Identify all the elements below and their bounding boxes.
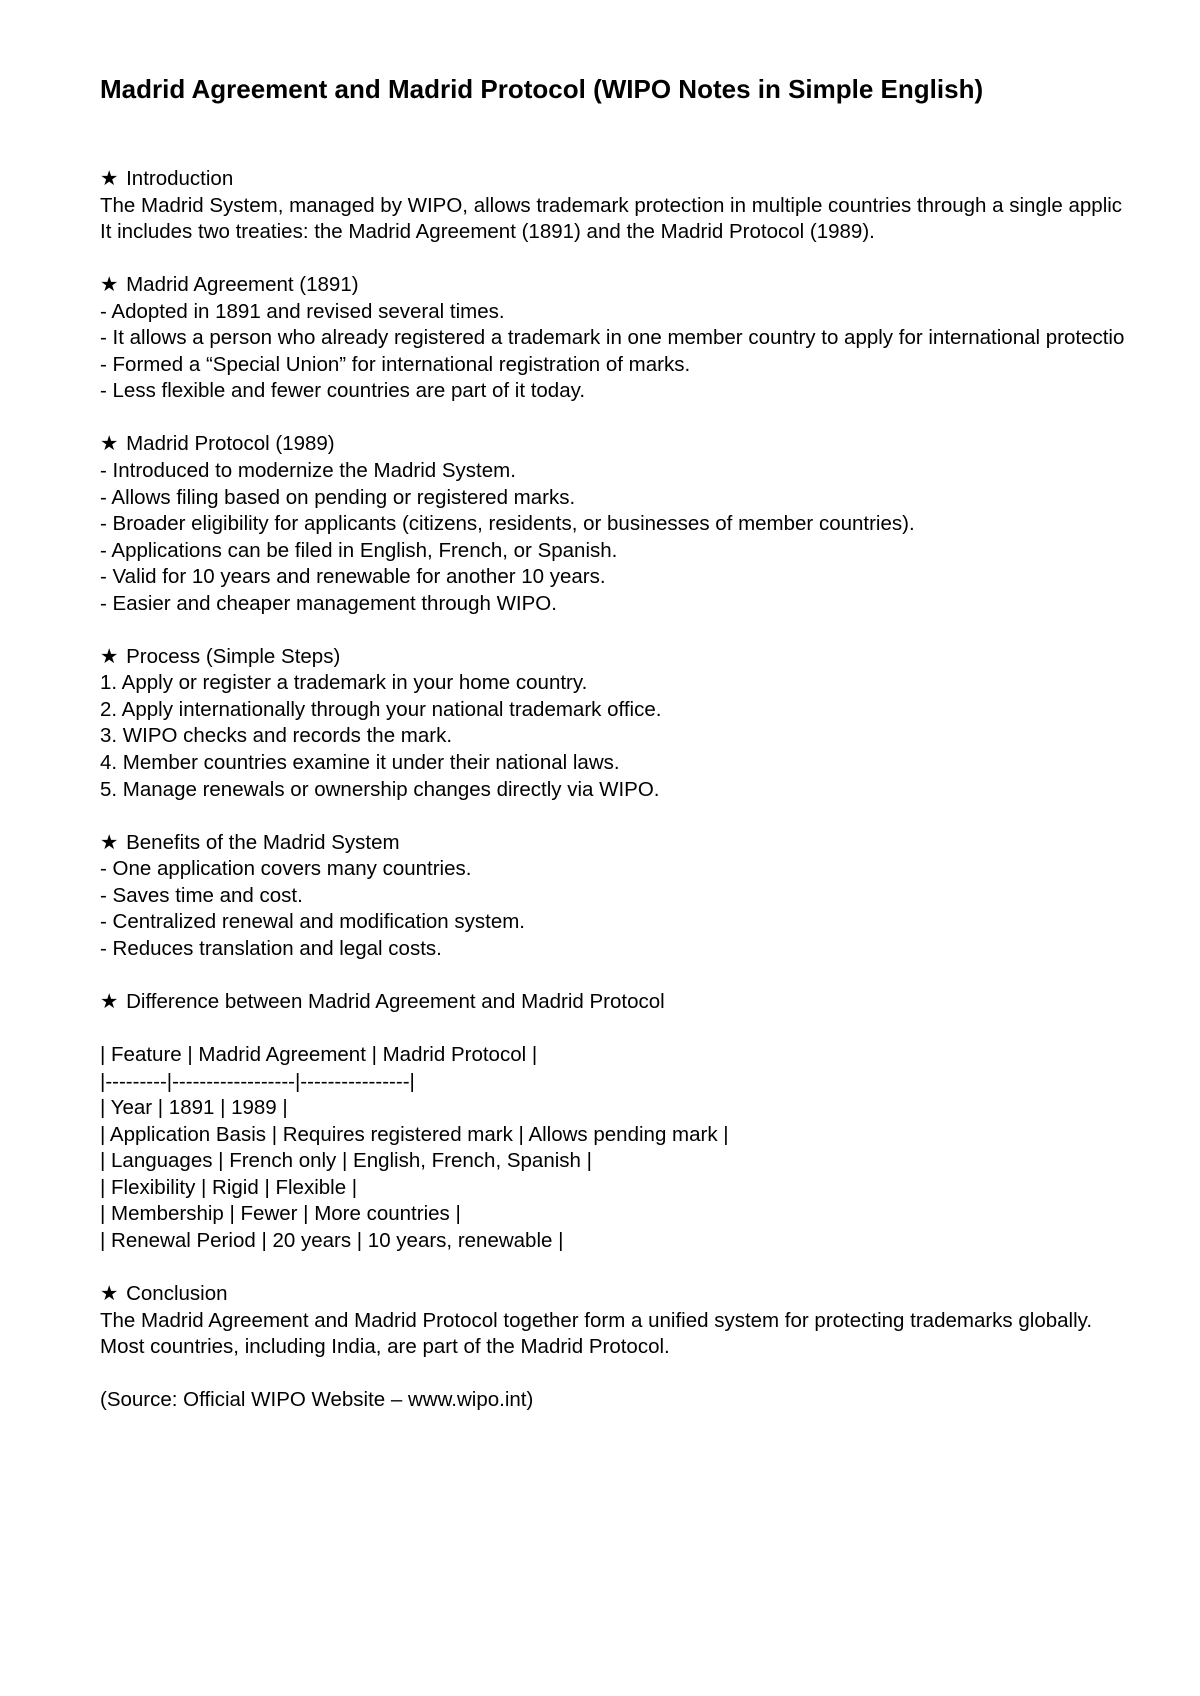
bullet-item: - One application covers many countries. — [100, 857, 472, 881]
bullet-item: - Introduced to modernize the Madrid System. — [100, 459, 516, 483]
section-heading-agreement: ★ Madrid Agreement (1891) — [100, 272, 1200, 299]
table-row: | Flexibility | Rigid | Flexible | — [100, 1175, 358, 1199]
section-heading-protocol: ★ Madrid Protocol (1989) — [100, 431, 1200, 458]
section-heading-process: ★ Process (Simple Steps) — [100, 644, 1200, 671]
numbered-step: 3. WIPO checks and records the mark. — [100, 724, 453, 748]
bullet-item: - Broader eligibility for applicants (citizens, residents, or businesses of member countries). — [100, 512, 915, 536]
star-icon: ★ — [100, 1281, 119, 1305]
bullet-item: - Adopted in 1891 and revised several times. — [100, 299, 505, 323]
bullet-item: - Allows filing based on pending or registered marks. — [100, 485, 576, 509]
blank-line — [100, 246, 1200, 273]
bullet-item: - Saves time and cost. — [100, 883, 303, 907]
blank-line — [100, 617, 1200, 644]
table-row: | Application Basis | Requires registered mark | Allows pending mark | — [100, 1122, 729, 1146]
star-icon: ★ — [100, 830, 119, 854]
page-title: Madrid Agreement and Madrid Protocol (WIPO Notes in Simple English) — [100, 74, 984, 104]
table-row: | Year | 1891 | 1989 | — [100, 1096, 288, 1120]
section-heading-benefits: ★ Benefits of the Madrid System — [100, 830, 1200, 857]
paragraph-line: The Madrid System, managed by WIPO, allows trademark protection in multiple countries through a single applic — [100, 193, 1123, 217]
star-icon: ★ — [100, 644, 119, 668]
table-row: | Membership | Fewer | More countries | — [100, 1202, 461, 1226]
blank-line — [100, 1254, 1200, 1281]
star-icon: ★ — [100, 432, 119, 456]
bullet-item: - Less flexible and fewer countries are part of it today. — [100, 379, 586, 403]
blank-line — [100, 962, 1200, 989]
blank-line — [100, 803, 1200, 830]
star-icon: ★ — [100, 167, 119, 190]
paragraph-line: The Madrid Agreement and Madrid Protocol together form a unified system for protecting trademarks globally. — [100, 1308, 1093, 1332]
blank-line — [100, 1016, 1200, 1043]
numbered-step: 2. Apply internationally through your national trademark office. — [100, 697, 662, 721]
bullet-item: - Centralized renewal and modification system. — [100, 910, 525, 934]
star-icon: ★ — [100, 989, 119, 1013]
blank-line — [100, 1361, 1200, 1388]
table-separator-row: |---------|------------------|----------------| — [100, 1069, 415, 1093]
bullet-item: - Formed a “Special Union” for international registration of marks. — [100, 352, 691, 376]
numbered-step: 1. Apply or register a trademark in your home country. — [100, 671, 588, 695]
section-heading-introduction: ★ Introduction — [100, 166, 1200, 193]
blank-line — [100, 405, 1200, 432]
table-row: | Languages | French only | English, French, Spanish | — [100, 1149, 592, 1173]
paragraph-line: It includes two treaties: the Madrid Agreement (1891) and the Madrid Protocol (1989). — [100, 220, 875, 244]
bullet-item: - Reduces translation and legal costs. — [100, 936, 442, 960]
section-heading-difference: ★ Difference between Madrid Agreement and Madrid Protocol — [100, 989, 1200, 1016]
bullet-item: - Valid for 10 years and renewable for another 10 years. — [100, 565, 606, 589]
table-row: | Renewal Period | 20 years | 10 years, renewable | — [100, 1228, 564, 1252]
document-body — [100, 166, 1200, 1414]
table-header-row: | Feature | Madrid Agreement | Madrid Protocol | — [100, 1043, 538, 1067]
bullet-item: - It allows a person who already registered a trademark in one member country to apply for international protectio — [100, 326, 1125, 350]
star-icon: ★ — [100, 273, 119, 297]
paragraph-line: Most countries, including India, are part of the Madrid Protocol. — [100, 1335, 670, 1359]
numbered-step: 5. Manage renewals or ownership changes directly via WIPO. — [100, 777, 660, 801]
bullet-item: - Applications can be filed in English, French, or Spanish. — [100, 538, 618, 562]
section-heading-conclusion: ★ Conclusion — [100, 1281, 1200, 1308]
numbered-step: 4. Member countries examine it under their national laws. — [100, 751, 620, 775]
bullet-item: - Easier and cheaper management through WIPO. — [100, 591, 557, 615]
source-note: (Source: Official WIPO Website – www.wipo.int) — [100, 1388, 534, 1412]
